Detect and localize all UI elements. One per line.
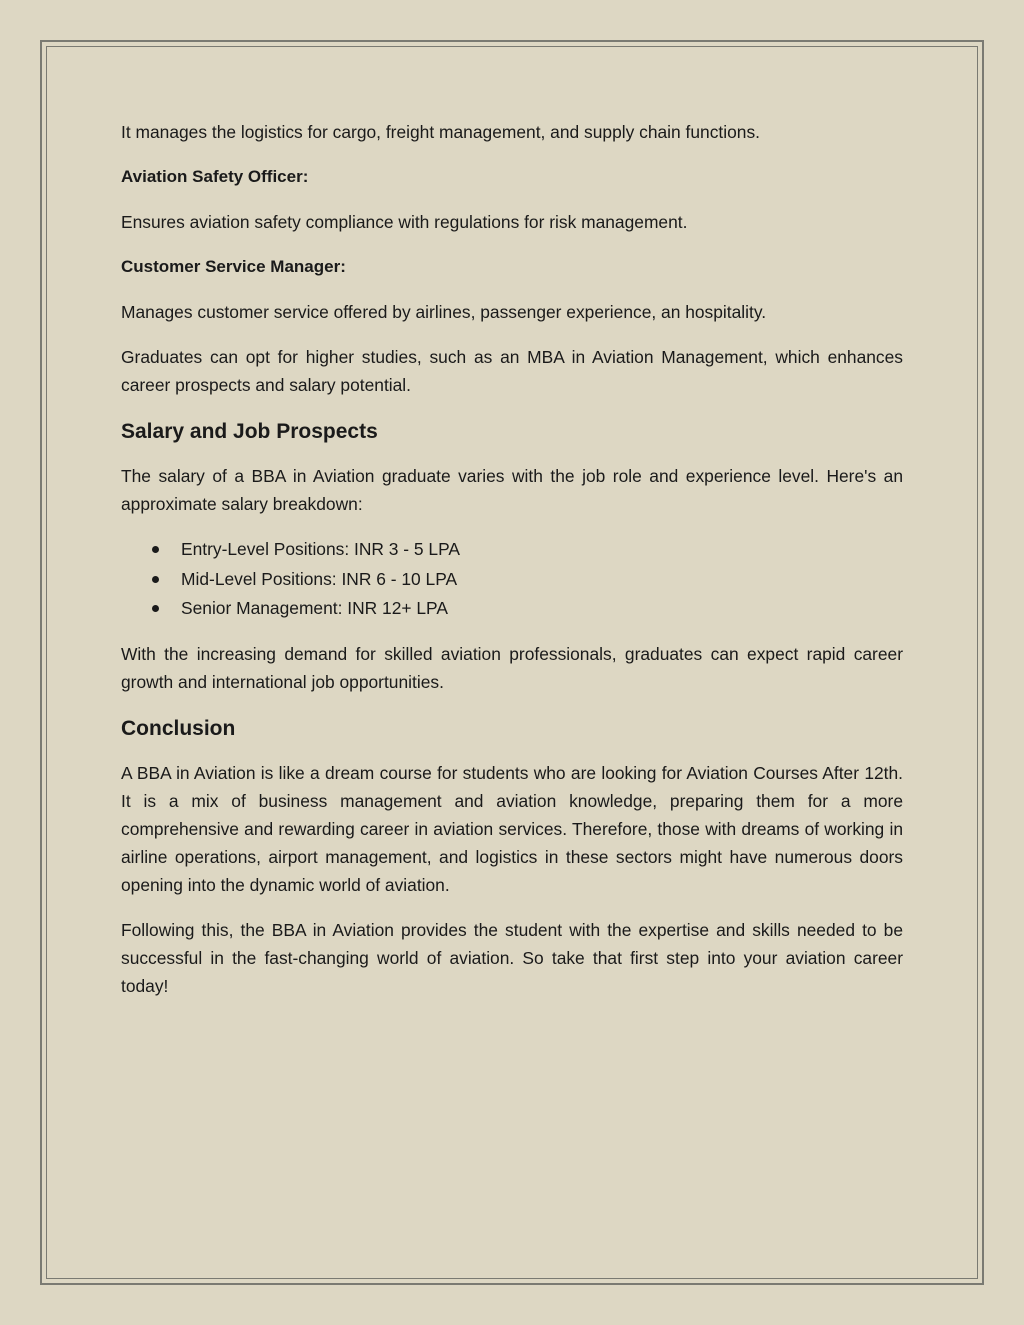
higher-studies-paragraph: Graduates can opt for higher studies, such as an MBA in Aviation Management, which enhances career prospects and salary potential.	[121, 347, 903, 395]
logistics-paragraph: It manages the logistics for cargo, freight management, and supply chain functions.	[121, 122, 760, 142]
bullet-icon	[152, 546, 159, 553]
service-manager-label: Customer Service Manager:	[121, 257, 346, 276]
safety-officer-label: Aviation Safety Officer:	[121, 167, 309, 186]
document-body	[121, 118, 903, 1017]
conclusion-heading: Conclusion	[121, 716, 236, 740]
salary-item-text: Entry-Level Positions: INR 3 - 5 LPA	[181, 539, 461, 559]
salary-outro: With the increasing demand for skilled aviation professionals, graduates can expect rapid career growth and international job opportunities.	[121, 643, 903, 692]
salary-item-text: Senior Management: INR 12+ LPA	[181, 598, 448, 618]
salary-list-item	[121, 594, 903, 624]
salary-list-item	[121, 535, 903, 565]
safety-officer-text: Ensures aviation safety compliance with regulations for risk management.	[121, 212, 688, 232]
salary-intro: The salary of a BBA in Aviation graduate varies with the job role and experience level. Here's an approximate salary breakdown:	[121, 466, 903, 514]
bullet-icon	[152, 605, 159, 612]
salary-heading: Salary and Job Prospects	[121, 420, 378, 443]
salary-list-item	[121, 565, 903, 595]
service-manager-text: Manages customer service offered by airlines, passenger experience, an hospitality.	[121, 302, 767, 322]
conclusion-paragraph-2: Following this, the BBA in Aviation provides the student with the expertise and skills needed to be successful in the fast-changing world of aviation. So take that first step into your aviation career today!	[121, 919, 903, 996]
conclusion-paragraph-1: A BBA in Aviation is like a dream course for students who are looking for Aviation Courses After 12th. It is a mix of business management and aviation knowledge, preparing them for a more comprehensive and rewarding career in aviation services. Therefore, those with dreams of working in airline operations, airport management, and logistics in these sectors might have numerous doors opening into the dynamic world of aviation.	[121, 762, 903, 895]
salary-list	[121, 535, 903, 624]
bullet-icon	[152, 576, 159, 583]
salary-item-text: Mid-Level Positions: INR 6 - 10 LPA	[181, 568, 458, 589]
